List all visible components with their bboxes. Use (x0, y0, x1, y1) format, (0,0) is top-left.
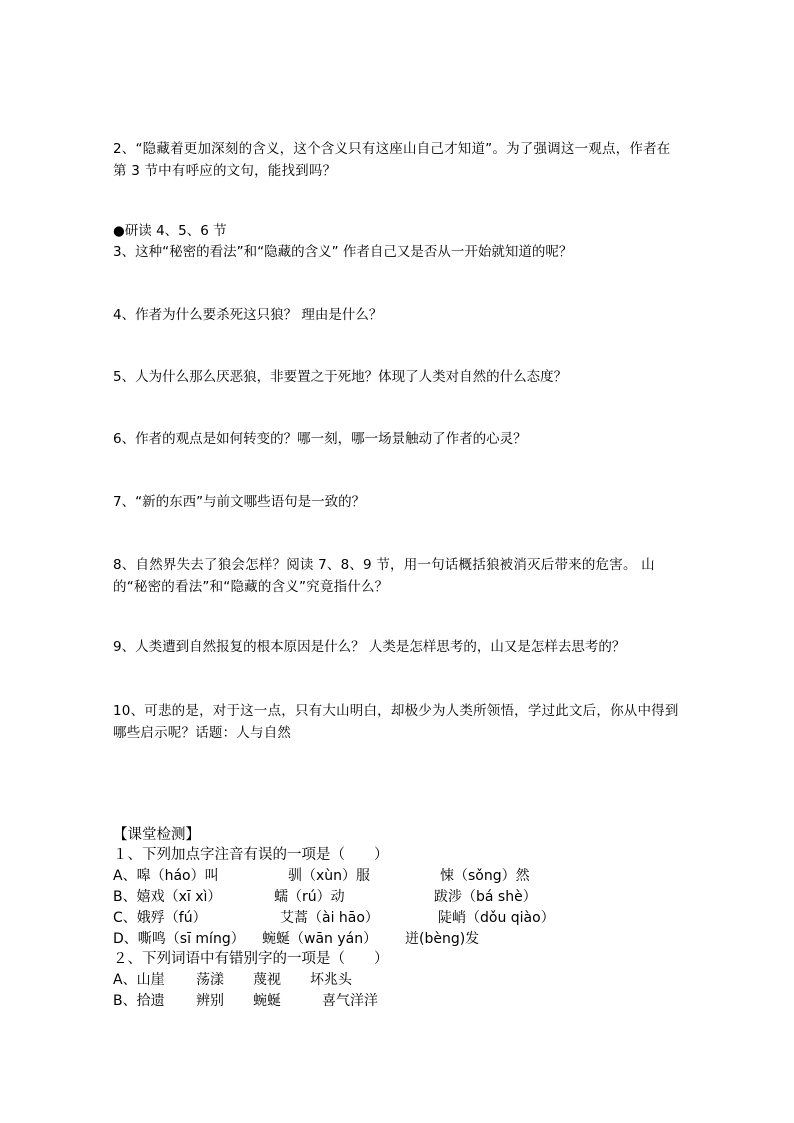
question-4: 4、作者为什么要杀死这只狼？ 理由是什么？ (113, 307, 383, 323)
question-8: 8、自然界失去了狼会怎样？阅读 7、8、9 节，用一句话概括狼被消灭后带来的危害。 山的“秘密的看法”和“隐藏的含义”究竟指什么？ (113, 557, 655, 595)
q1-option-c-word-3: 陡峭（dǒu qiào） (438, 910, 555, 926)
question-7: 7、“新的东西”与前文哪些语句是一致的？ (113, 494, 366, 510)
q1-option-a (113, 866, 673, 886)
q1-option-d (113, 929, 673, 949)
exam-question-1: １、下列加点字注音有误的一项是（ ） (113, 847, 389, 863)
q1-option-d-word-1: D、嘶鸣（sī míng） (113, 931, 245, 947)
q1-option-b (113, 887, 673, 907)
exam-question-2: ２、下列词语中有错别字的一项是（ ） (113, 951, 389, 967)
q1-option-a-word-1: A、嗥（háo）叫 (113, 868, 219, 884)
question-9: 9、人类遭到自然报复的根本原因是什么？ 人类是怎样思考的，山又是怎样去思考的？ (113, 639, 626, 655)
q1-option-d-word-2: 蜿蜒（wān yán） (262, 931, 378, 947)
exam-heading: 【课堂检测】 (113, 827, 200, 843)
q1-option-d-word-3: 迸(bèng)发 (405, 931, 480, 947)
q1-option-b-word-3: 跋涉（bá shè） (434, 889, 537, 905)
q1-option-c (113, 908, 673, 928)
q1-option-c-word-2: 艾蒿（ài hāo） (280, 910, 379, 926)
question-10: 10、可悲的是，对于这一点，只有大山明白，却极少为人类所领悟，学过此文后，你从中得到哪些启示呢？话题：人与自然 (113, 703, 679, 741)
q1-option-b-word-2: 蠕（rú）动 (274, 889, 345, 905)
q2-option-a (113, 970, 673, 990)
question-2: 2、“隐藏着更加深刻的含义，这个含义只有这座山自己才知道”。为了强调这一观点，作者在第 3 节中有呼应的文句，能找到吗？ (113, 141, 671, 179)
q2-option-b (113, 991, 673, 1011)
question-5: 5、人为什么那么厌恶狼，非要置之于死地？体现了人类对自然的什么态度？ (113, 369, 568, 385)
question-6: 6、作者的观点是如何转变的？哪一刻，哪一场景触动了作者的心灵？ (113, 431, 527, 447)
q2-option-a-word-3: 蔑视 (253, 972, 281, 988)
question-3: 3、这种“秘密的看法”和“隐藏的含义” 作者自己又是否从一开始就知道的呢？ (113, 244, 573, 260)
q2-option-a-word-2: 荡漾 (196, 972, 224, 988)
q2-option-b-word-3: 蜿蜒 (253, 993, 281, 1009)
q1-option-a-word-2: 驯（xùn）服 (288, 868, 371, 884)
section-heading-4-5-6: ●研读 4、5、6 节 (113, 223, 227, 239)
q2-option-b-word-4: 喜气洋洋 (322, 993, 378, 1009)
q2-option-b-word-1: B、拾遗 (113, 993, 165, 1009)
q1-option-c-word-1: C、娥殍（fú） (113, 910, 207, 926)
q1-option-b-word-1: B、嬉戏（xī xì） (113, 889, 222, 905)
q2-option-a-word-1: A、山崖 (113, 972, 165, 988)
q1-option-a-word-3: 悚（sǒng）然 (440, 868, 530, 884)
q2-option-b-word-2: 辨别 (196, 993, 224, 1009)
q2-option-a-word-4: 坏兆头 (310, 972, 352, 988)
